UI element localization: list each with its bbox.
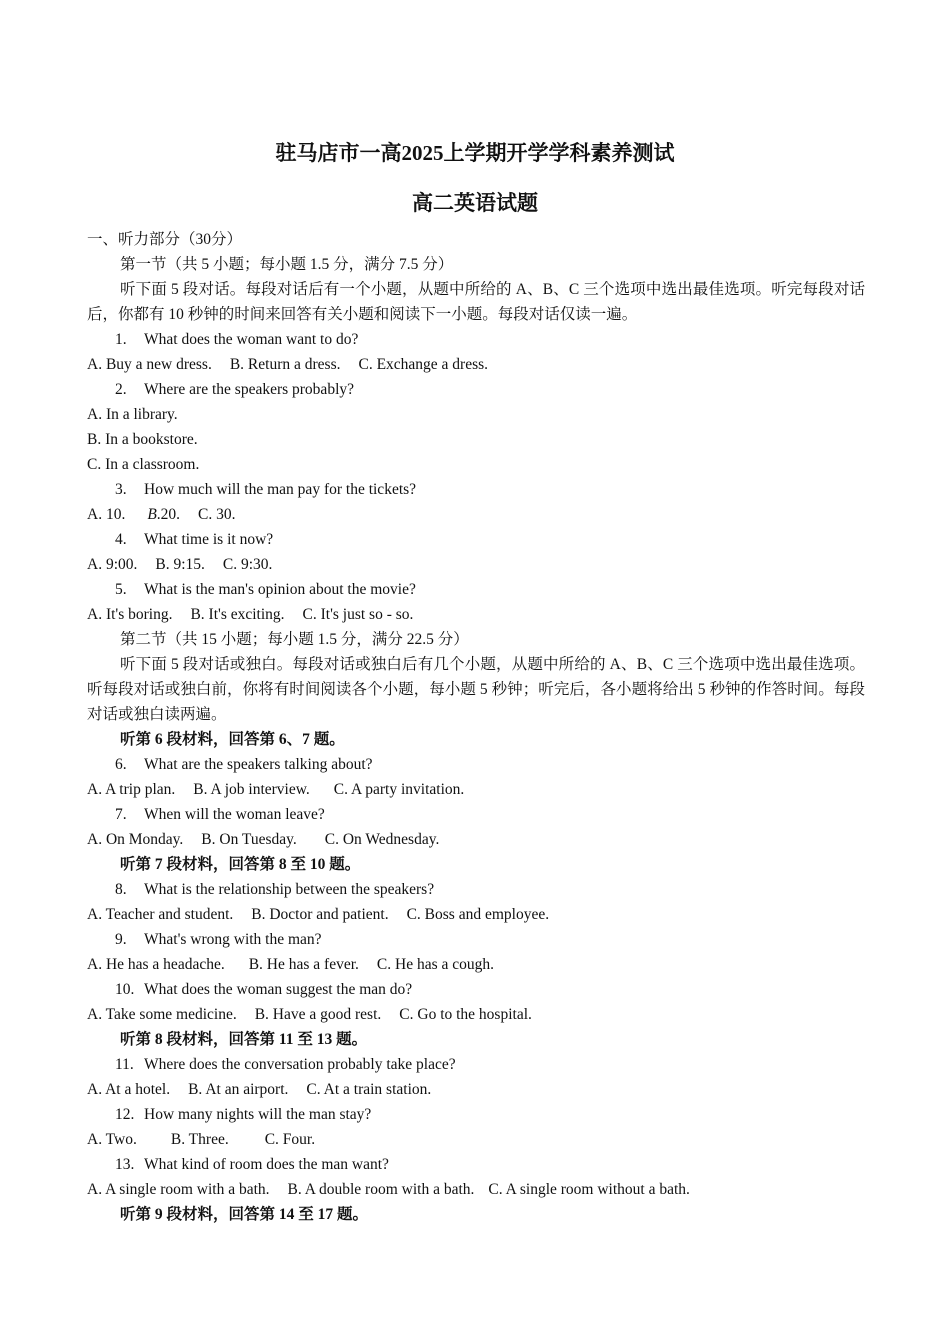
question-text: What kind of room does the man want?: [144, 1156, 389, 1173]
question-text: Where are the speakers probably?: [144, 381, 354, 398]
options-12: [87, 1127, 865, 1152]
option-a: A. Teacher and student.: [87, 906, 234, 923]
option-c: C. On Wednesday.: [324, 831, 440, 848]
material-8-heading: 听第 8 段材料，回答第 11 至 13 题。: [120, 1031, 368, 1048]
option-b: B. He has a fever.: [248, 956, 359, 973]
question-11: [87, 1052, 865, 1077]
option-c: C. A party invitation.: [333, 781, 465, 798]
section1-instructions: 听下面 5 段对话。每段对话后有一个小题，从题中所给的 A、B、C 三个选项中选出最佳选项。听完每段对话后，你都有 10 秒钟的时间来回答有关小题和阅读下一小题。每段对话仅读一遍。: [87, 281, 865, 323]
option-c: C. In a classroom.: [87, 456, 200, 473]
question-number: 10.: [115, 981, 135, 998]
option-b: B. A double room with a bath.: [287, 1181, 475, 1198]
option-a: A. 10.: [87, 506, 126, 523]
question-text: What is the relationship between the speakers?: [144, 881, 435, 898]
question-number: 2.: [115, 381, 127, 398]
question-number: 11.: [115, 1056, 134, 1073]
question-text: What are the speakers talking about?: [144, 756, 373, 773]
option-c: C. 9:30.: [222, 556, 273, 573]
question-7: [87, 802, 865, 827]
question-number: 13.: [115, 1156, 135, 1173]
option-a: A. Buy a new dress.: [87, 356, 212, 373]
option-a: A. A single room with a bath.: [87, 1181, 270, 1198]
option-a: A. At a hotel.: [87, 1081, 171, 1098]
option-b: B. At an airport.: [188, 1081, 289, 1098]
question-text: What does the woman suggest the man do?: [144, 981, 413, 998]
option-a: A. In a library.: [87, 406, 178, 423]
options-7: [87, 827, 865, 852]
question-13: [87, 1152, 865, 1177]
question-3: [87, 477, 865, 502]
question-number: 8.: [115, 881, 127, 898]
option-b-letter: B: [147, 506, 157, 523]
option-c: C. Go to the hospital.: [399, 1006, 532, 1023]
option-b: B. 9:15.: [155, 556, 205, 573]
options-8: [87, 902, 865, 927]
option-c: C. He has a cough.: [376, 956, 494, 973]
question-text: What's wrong with the man?: [144, 931, 322, 948]
option-b: [147, 506, 180, 523]
options-6: [87, 777, 865, 802]
option-c: C. Four.: [264, 1131, 316, 1148]
options-11: [87, 1077, 865, 1102]
question-number: 1.: [115, 331, 127, 348]
options-13: [87, 1177, 865, 1202]
question-text: What is the man's opinion about the movie?: [144, 581, 416, 598]
option-a: A. It's boring.: [87, 606, 173, 623]
question-number: 3.: [115, 481, 127, 498]
question-number: 4.: [115, 531, 127, 548]
options-9: [87, 952, 865, 977]
question-8: [87, 877, 865, 902]
option-b: B. Return a dress.: [229, 356, 341, 373]
material-9-heading: 听第 9 段材料，回答第 14 至 17 题。: [120, 1206, 369, 1223]
options-5: [87, 602, 865, 627]
section2-instructions: 听下面 5 段对话或独白。每段对话或独白后有几个小题，从题中所给的 A、B、C 三个选项中选出最佳选项。听每段对话或独白前，你将有时间阅读各个小题，每小题 5 秒钟；听完后，各小题将给出 5 秒钟的作答时间。每段对话或独白读两遍。: [87, 656, 865, 723]
options-1: [87, 352, 865, 377]
option-a: A. Take some medicine.: [87, 1006, 237, 1023]
material-6-heading: 听第 6 段材料，回答第 6、7 题。: [120, 731, 345, 748]
question-4: [87, 527, 865, 552]
option-a: A. 9:00.: [87, 556, 138, 573]
option-b: B. On Tuesday.: [201, 831, 297, 848]
option-c: C. Exchange a dress.: [358, 356, 489, 373]
question-10: [87, 977, 865, 1002]
option-a: A. He has a headache.: [87, 956, 225, 973]
option-c: C. It's just so - so.: [302, 606, 414, 623]
option-a: A. Two.: [87, 1131, 137, 1148]
option-b: B. It's exciting.: [190, 606, 285, 623]
options-10: [87, 1002, 865, 1027]
question-text: When will the woman leave?: [144, 806, 325, 823]
option-b-value: .20.: [156, 506, 181, 523]
question-text: How many nights will the man stay?: [144, 1106, 372, 1123]
question-text: What time is it now?: [144, 531, 274, 548]
listening-part: [87, 227, 865, 1227]
options-3: [87, 502, 865, 527]
option-b: B. In a bookstore.: [87, 431, 198, 448]
option-b: B. A job interview.: [193, 781, 310, 798]
option-c: C. At a train station.: [306, 1081, 432, 1098]
question-text: Where does the conversation probably take place?: [144, 1056, 456, 1073]
question-2: [87, 377, 865, 402]
exam-subtitle: 高二英语试题: [412, 191, 538, 215]
exam-title: 驻马店市一高2025上学期开学学科素养测试: [275, 141, 675, 165]
question-5: [87, 577, 865, 602]
option-c: C. Boss and employee.: [406, 906, 550, 923]
material-7-heading: 听第 7 段材料，回答第 8 至 10 题。: [120, 856, 361, 873]
question-number: 9.: [115, 931, 127, 948]
question-number: 5.: [115, 581, 127, 598]
question-number: 7.: [115, 806, 127, 823]
option-a: A. On Monday.: [87, 831, 184, 848]
question-12: [87, 1102, 865, 1127]
option-b: B. Doctor and patient.: [251, 906, 389, 923]
part1-heading: 一、听力部分（30分）: [87, 231, 243, 248]
question-text: What does the woman want to do?: [144, 331, 359, 348]
question-number: 12.: [115, 1106, 135, 1123]
option-c: C. A single room without a bath.: [488, 1181, 690, 1198]
question-number: 6.: [115, 756, 127, 773]
option-b: B. Have a good rest.: [254, 1006, 382, 1023]
question-1: [87, 327, 865, 352]
section1-heading: 第一节（共 5 小题；每小题 1.5 分，满分 7.5 分）: [120, 256, 454, 273]
option-b: B. Three.: [170, 1131, 229, 1148]
question-6: [87, 752, 865, 777]
question-9: [87, 927, 865, 952]
option-a: A. A trip plan.: [87, 781, 176, 798]
question-text: How much will the man pay for the tickets?: [144, 481, 417, 498]
section2-heading: 第二节（共 15 小题；每小题 1.5 分，满分 22.5 分）: [120, 631, 469, 648]
options-4: [87, 552, 865, 577]
option-c: C. 30.: [198, 506, 236, 523]
